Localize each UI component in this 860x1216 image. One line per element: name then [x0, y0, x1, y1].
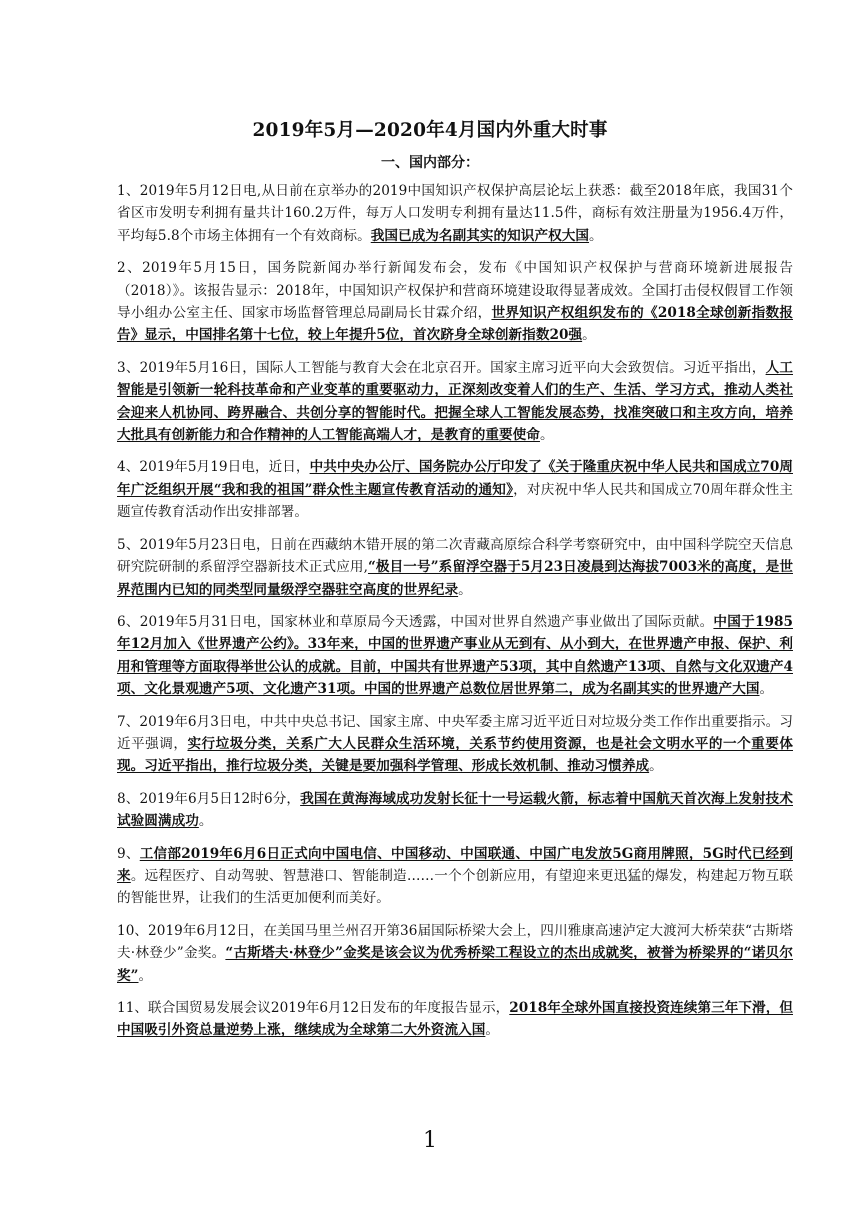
news-item	[117, 534, 793, 601]
item-highlight: 2018年全球外国直接投资连续第三年下滑，但中国吸引外资总量逆势上涨，继续成为全球第二大外资流入国	[117, 1000, 793, 1039]
item-highlight: 人工智能是引领新一轮科技革命和产业变革的重要驱动力，正深刻改变着人们的生产、生活、学习方式，推动人类社会迎来人机协同、跨界融合、共创分享的智能时代。把握全球人工智能发展态势，找准突破口和主攻方向，培养大批具有创新能力和合作精神的人工智能高端人才，是教育的重要使命	[117, 359, 793, 444]
item-text: ，对庆祝中华人民共和国成立70周年群众性主题宣传教育活动作出安排部署。	[117, 481, 793, 521]
item-text: 。	[589, 227, 603, 244]
news-item	[117, 997, 793, 1042]
item-text: 。	[198, 813, 213, 830]
item-text: 。	[458, 581, 472, 598]
document-title: 2019年5月—2020年4月国内外重大时事	[252, 120, 608, 141]
news-item	[117, 611, 793, 701]
item-highlight: 工信部2019年6月6日正式向中国电信、中国移动、中国联通、中国广电发放5G商用牌照，5G时代已经到来	[117, 845, 793, 884]
item-highlight: 中国于1985年12月加入《世界遗产公约》。33年来，中国的世界遗产事业从无到有、从小到大，在世界遗产申报、保护、利用和管理等方面取得举世公认的成就。目前，中国共有世界遗产53项，其中自然遗产13项、自然与文化双遗产4项、文化景观遗产5项、文化遗产31项。中国的世界遗产总数位居世界第二，成为名副其实的世界遗产大国	[117, 613, 793, 698]
news-item	[117, 257, 793, 347]
item-text: 。远程医疗、自动驾驶、智慧港口、智能制造……一个个创新应用，有望迎来更迅猛的爆发，构建起万物互联的智能世界，让我们的生活更加便利而美好。	[117, 867, 793, 907]
item-text: 。	[649, 758, 663, 775]
item-text: 7、2019年6月3日电，中共中央总书记、国家主席、中央军委主席习近平近日对垃圾分类工作作出重要指示。习近平强调，	[117, 713, 793, 752]
news-item	[117, 180, 793, 247]
item-text: 。	[582, 327, 596, 344]
item-highlight: 世界知识产权组织发布的《2018全球创新指数报告》显示，中国排名第十七位，较上年提升5位，首次跻身全球创新指数20强	[117, 305, 793, 344]
item-text: 1、2019年5月12日电,从日前在京举办的2019中国知识产权保护高层论坛上获悉：截至2018年底，我国31个省区市发明专利拥有量共计160.2万件，每万人口发明专利拥有量达11.5件，商标有效注册量为1956.4万件，平均每5.8个市场主体拥有一个有效商标。	[117, 183, 793, 244]
item-text: 。	[539, 427, 554, 444]
item-text: 11、联合国贸易发展会议2019年6月12日发布的年度报告显示，	[117, 1000, 510, 1016]
item-highlight: “极目一号”系留浮空器于5月23日凌晨到达海拔7003米的高度，是世界范围内已知的同类型同量级浮空器驻空高度的世界纪录	[117, 559, 793, 598]
item-text: 。	[759, 681, 774, 698]
item-highlight: 我国已成为名副其实的知识产权大国	[370, 227, 590, 244]
item-text: 6、2019年5月31日电，国家林业和草原局今天透露，中国对世界自然遗产事业做出了国际贡献。	[117, 613, 714, 630]
section-heading: 一、国内部分：	[381, 155, 479, 171]
news-item	[117, 711, 793, 778]
item-text: 3、2019年5月16日，国际人工智能与教育大会在北京召开。国家主席习近平向大会致贺信。习近平指出，	[117, 359, 766, 376]
news-item	[117, 920, 793, 987]
item-highlight: “古斯塔夫·林登少”金奖是该会议为优秀桥梁工程设立的杰出成就奖，被誉为桥梁界的“诺贝尔奖”	[117, 945, 793, 984]
item-text: 8、2019年6月5日12时6分，	[117, 790, 301, 807]
item-text: 。	[485, 1022, 500, 1039]
item-text: 5、2019年5月23日电，日前在西藏纳木错开展的第二次青藏高原综合科学考察研究中，由中国科学院空天信息研究院研制的系留浮空器新技术正式应用,	[117, 536, 793, 576]
news-item	[117, 843, 793, 910]
page-number: 1	[423, 1128, 437, 1153]
news-item	[117, 788, 793, 833]
news-item	[117, 357, 793, 447]
item-highlight: 我国在黄海海域成功发射长征十一号运载火箭，标志着中国航天首次海上发射技术试验圆满成功	[117, 790, 793, 830]
item-text: 。	[138, 967, 153, 984]
item-text: 4、2019年5月19日电，近日，	[117, 459, 310, 476]
item-text: 10、2019年6月12日，在美国马里兰州召开第36届国际桥梁大会上，四川雅康高速泸定大渡河大桥荣获“古斯塔夫·林登少”金奖。	[117, 922, 793, 962]
item-text: 9、	[117, 845, 140, 862]
news-item	[117, 456, 793, 523]
item-highlight: 中共中央办公厅、国务院办公厅印发了《关于隆重庆祝中华人民共和国成立70周年广泛组织开展“我和我的祖国”群众性主题宣传教育活动的通知》	[117, 459, 793, 498]
news-item-list	[117, 180, 793, 1052]
item-highlight: 实行垃圾分类，关系广大人民群众生活环境，关系节约使用资源，也是社会文明水平的一个重要体现。习近平指出，推行垃圾分类，关键是要加强科学管理、形成长效机制、推动习惯养成	[117, 735, 793, 775]
item-text: 2、2019年5月15日，国务院新闻办举行新闻发布会，发布《中国知识产权保护与营商环境新进展报告（2018）》。该报告显示：2018年，中国知识产权保护和营商环境建设取得显著成效。全国打击侵权假冒工作领导小组办公室主任、国家市场监督管理总局副局长甘霖介绍，	[117, 260, 793, 322]
